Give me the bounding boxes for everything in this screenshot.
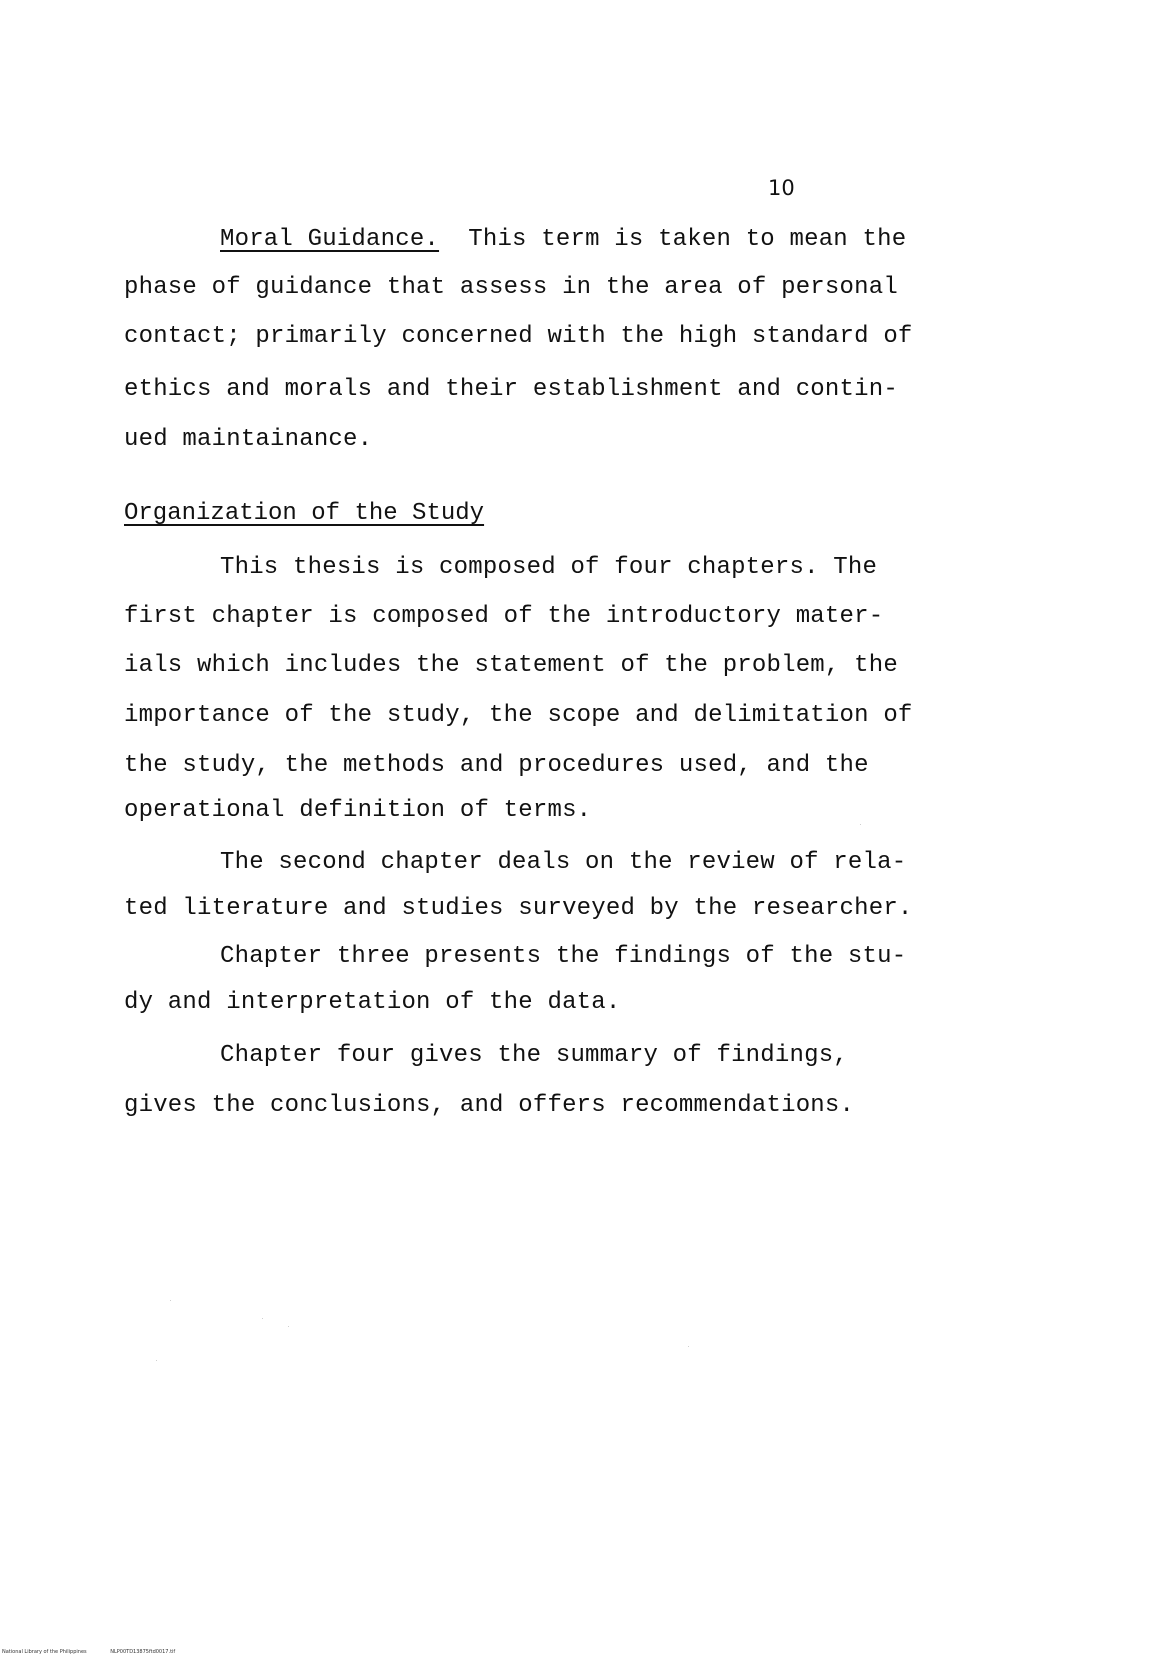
moral-guidance-line-1: This term is taken to mean the <box>439 226 907 253</box>
scan-speck <box>288 1326 289 1327</box>
moral-guidance-first-line <box>220 226 906 254</box>
organization-p1-line-5: the study, the methods and procedures used, and the <box>124 752 869 779</box>
moral-guidance-line-3: contact; primarily concerned with the high standard of <box>124 323 913 350</box>
organization-p3-line-2: dy and interpretation of the data. <box>124 989 621 1016</box>
footer-file-id: NLP00TD13875ftd0017.tif <box>110 1649 176 1655</box>
moral-guidance-line-4: ethics and morals and their establishment and contin- <box>124 376 898 403</box>
organization-p1-line-2: first chapter is composed of the introductory mater- <box>124 603 884 630</box>
organization-p1-line-1: This thesis is composed of four chapters. The <box>220 554 878 581</box>
organization-p4-line-1: Chapter four gives the summary of findings, <box>220 1042 848 1069</box>
scan-speck <box>170 1300 171 1301</box>
scan-speck <box>156 1360 157 1361</box>
scan-speck <box>688 1346 689 1347</box>
footer-library: National Library of the Philippines <box>2 1649 87 1655</box>
moral-guidance-line-5: ued maintainance. <box>124 426 373 453</box>
moral-guidance-term: Moral Guidance. <box>220 226 440 253</box>
organization-p3-line-1: Chapter three presents the findings of the stu- <box>220 943 907 970</box>
organization-p1-line-3: ials which includes the statement of the problem, the <box>124 652 898 679</box>
organization-heading: Organization of the Study <box>124 500 485 527</box>
organization-p1-line-6: operational definition of terms. <box>124 797 592 824</box>
organization-p2-line-2: ted literature and studies surveyed by the researcher. <box>124 895 913 922</box>
page-number: 10 <box>768 176 795 200</box>
organization-p4-line-2: gives the conclusions, and offers recommendations. <box>124 1092 855 1119</box>
scan-footer <box>2 1649 197 1655</box>
organization-p2-line-1: The second chapter deals on the review of rela- <box>220 849 907 876</box>
organization-p1-line-4: importance of the study, the scope and delimitation of <box>124 702 913 729</box>
moral-guidance-line-2: phase of guidance that assess in the area of personal <box>124 274 898 301</box>
scan-speck <box>262 1318 263 1319</box>
scan-speck <box>860 824 861 825</box>
